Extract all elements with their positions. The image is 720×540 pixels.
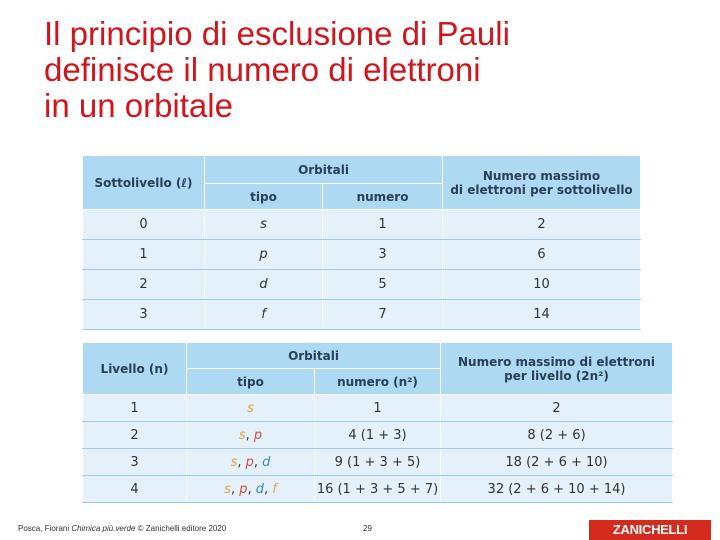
max-electrons-level-header-line-1: Numero massimo di elettroni <box>457 354 656 369</box>
orbital-number-cell: 1 <box>315 395 441 422</box>
orbital-type-cell: p <box>205 240 323 270</box>
orbital-type-s: s <box>230 454 238 470</box>
separator: , <box>230 481 240 497</box>
table-row <box>83 210 641 240</box>
orbital-number-cell: 3 <box>323 240 443 270</box>
max-electrons-cell: 8 (2 + 6) <box>441 422 673 449</box>
type-subheader: tipo <box>187 369 315 395</box>
level-cell: 1 <box>83 395 187 422</box>
orbital-number-cell: 5 <box>323 270 443 300</box>
separator: , <box>247 481 256 497</box>
separator: , <box>237 454 246 470</box>
footer-credit <box>18 524 226 533</box>
orbital-number-cell: 16 (1 + 3 + 5 + 7) <box>315 476 441 503</box>
orbital-types-cell <box>187 476 315 503</box>
orbitals-group-header: Orbitali <box>205 156 443 184</box>
slide-title <box>44 16 684 124</box>
orbital-types-cell <box>187 395 315 422</box>
table-row <box>83 476 673 503</box>
sublevel-cell: 2 <box>83 270 205 300</box>
max-electrons-sublevel-header-line-2: di elettroni per sottolivello <box>450 182 633 197</box>
orbital-number-cell: 9 (1 + 3 + 5) <box>315 449 441 476</box>
level-cell: 2 <box>83 422 187 449</box>
sublevel-cell: 1 <box>83 240 205 270</box>
orbital-types-cell <box>187 422 315 449</box>
orbital-type-s: s <box>224 481 231 497</box>
max-electrons-cell: 2 <box>441 395 673 422</box>
orbital-type-cell: f <box>205 300 323 330</box>
orbital-type-cell: s <box>205 210 323 240</box>
orbital-number-cell: 1 <box>323 210 443 240</box>
sublevel-cell: 0 <box>83 210 205 240</box>
orbital-number-cell: 4 (1 + 3) <box>315 422 441 449</box>
orbital-type-cell: d <box>205 270 323 300</box>
max-electrons-cell: 10 <box>443 270 641 300</box>
footer-authors: Posca, Fiorani <box>18 524 70 533</box>
orbital-type-d: d <box>255 481 264 497</box>
orbital-type-s: s <box>247 400 254 416</box>
table-row <box>83 395 673 422</box>
page-number: 29 <box>363 524 372 533</box>
publisher-logo: ZANICHELLI <box>589 520 711 540</box>
sublevel-cell: 3 <box>83 300 205 330</box>
orbital-type-f: f <box>272 481 277 497</box>
separator: , <box>253 454 263 470</box>
slide-title-line-1: Il principio di esclusione di Pauli <box>44 15 510 52</box>
orbital-type-p: p <box>245 454 254 470</box>
max-electrons-sublevel-header-line-1: Numero massimo <box>482 168 601 183</box>
max-electrons-cell: 2 <box>443 210 641 240</box>
max-electrons-cell: 18 (2 + 6 + 10) <box>441 449 673 476</box>
sublevel-header: Sottolivello (ℓ) <box>83 156 205 210</box>
level-header: Livello (n) <box>83 343 187 395</box>
slide-title-line-3: in un orbitale <box>44 87 233 124</box>
table-row <box>83 449 673 476</box>
max-electrons-cell: 32 (2 + 6 + 10 + 14) <box>441 476 673 503</box>
max-electrons-cell: 6 <box>443 240 641 270</box>
table-row <box>83 422 673 449</box>
max-electrons-level-header-line-2: per livello (2n²) <box>504 368 609 383</box>
footer-book-title: Chimica più.verde <box>71 524 136 533</box>
orbitals-group-header: Orbitali <box>187 343 441 369</box>
orbital-types-cell <box>187 449 315 476</box>
max-electrons-level-header <box>441 343 673 395</box>
table-row <box>83 300 641 330</box>
separator: , <box>264 481 273 497</box>
level-cell: 3 <box>83 449 187 476</box>
number-subheader: numero <box>323 184 443 210</box>
table-row <box>83 270 641 300</box>
orbital-number-cell: 7 <box>323 300 443 330</box>
separator: , <box>245 427 254 443</box>
sublevel-table <box>82 155 641 330</box>
footer-copyright: © Zanichelli editore 2020 <box>137 524 227 533</box>
orbital-type-d: d <box>262 454 271 470</box>
number-subheader: numero (n²) <box>315 369 441 395</box>
level-table <box>82 342 673 503</box>
slide-title-line-2: definisce il numero di elettroni <box>44 51 481 88</box>
orbital-type-p: p <box>239 481 248 497</box>
table-row <box>83 240 641 270</box>
max-electrons-cell: 14 <box>443 300 641 330</box>
max-electrons-sublevel-header <box>443 156 641 210</box>
level-cell: 4 <box>83 476 187 503</box>
orbital-type-p: p <box>253 427 263 443</box>
orbital-type-s: s <box>238 427 246 443</box>
type-subheader: tipo <box>205 184 323 210</box>
